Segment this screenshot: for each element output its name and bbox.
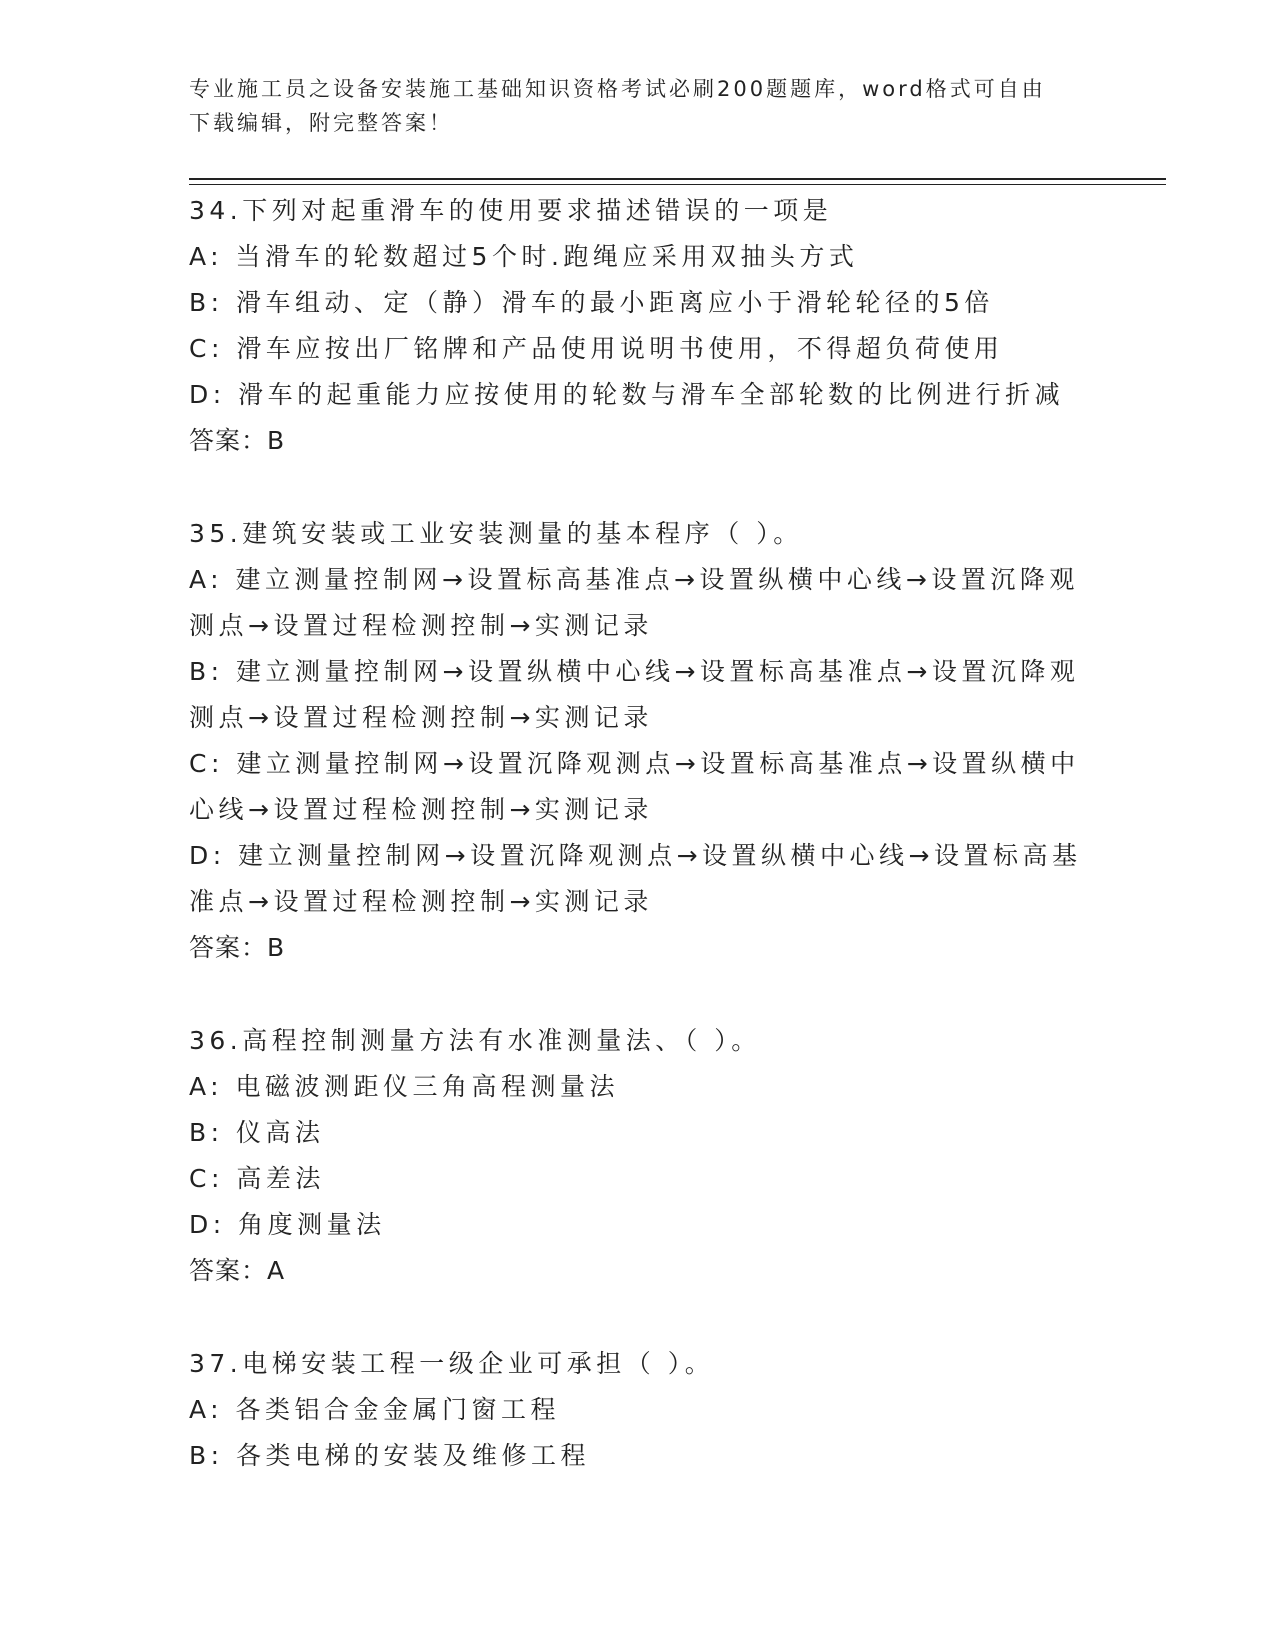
header-line-1: 专业施工员之设备安装施工基础知识资格考试必刷200题题库，word格式可自由: [189, 77, 1046, 101]
option-b: B: 各类电梯的安装及维修工程: [189, 1441, 591, 1470]
question-35: [189, 511, 1089, 971]
document-header: [189, 72, 1089, 140]
header-divider-thick: [189, 178, 1166, 180]
option-b: B: 滑车组动、定（静）滑车的最小距离应小于滑轮轮径的5倍: [189, 288, 994, 317]
option-d: D: 角度测量法: [189, 1210, 386, 1239]
question-title: 34.下列对起重滑车的使用要求描述错误的一项是: [189, 196, 833, 225]
header-divider-thin: [189, 184, 1166, 185]
question-37: [189, 1341, 1089, 1479]
option-a: A: 电磁波测距仪三角高程测量法: [189, 1072, 620, 1101]
option-a: A: 各类铝合金金属门窗工程: [189, 1395, 561, 1424]
option-d: D: 建立测量控制网→设置沉降观测点→设置纵横中心线→设置标高基准点→设置过程检测控制→实测记录: [189, 841, 1082, 916]
option-a: A: 当滑车的轮数超过5个时.跑绳应采用双抽头方式: [189, 242, 859, 271]
answer: 答案：B: [189, 933, 286, 962]
question-title: 36.高程控制测量方法有水准测量法、（ ）。: [189, 1026, 761, 1055]
header-line-2: 下载编辑，附完整答案！: [189, 111, 453, 135]
option-d: D: 滑车的起重能力应按使用的轮数与滑车全部轮数的比例进行折减: [189, 380, 1065, 409]
option-b: B: 仪高法: [189, 1118, 325, 1147]
option-c: C: 高差法: [189, 1164, 325, 1193]
question-34: [189, 188, 1089, 464]
question-list: [189, 188, 1089, 1526]
question-36: [189, 1018, 1089, 1294]
answer: 答案：B: [189, 426, 286, 455]
option-c: C: 建立测量控制网→设置沉降观测点→设置标高基准点→设置纵横中心线→设置过程检测控制→实测记录: [189, 749, 1080, 824]
answer: 答案：A: [189, 1256, 286, 1285]
question-title: 35.建筑安装或工业安装测量的基本程序（ ）。: [189, 519, 803, 548]
question-title: 37.电梯安装工程一级企业可承担（ ）。: [189, 1349, 715, 1378]
option-a: A: 建立测量控制网→设置标高基准点→设置纵横中心线→设置沉降观测点→设置过程检测控制→实测记录: [189, 565, 1079, 640]
option-b: B: 建立测量控制网→设置纵横中心线→设置标高基准点→设置沉降观测点→设置过程检测控制→实测记录: [189, 657, 1080, 732]
option-c: C: 滑车应按出厂铭牌和产品使用说明书使用，不得超负荷使用: [189, 334, 1004, 363]
